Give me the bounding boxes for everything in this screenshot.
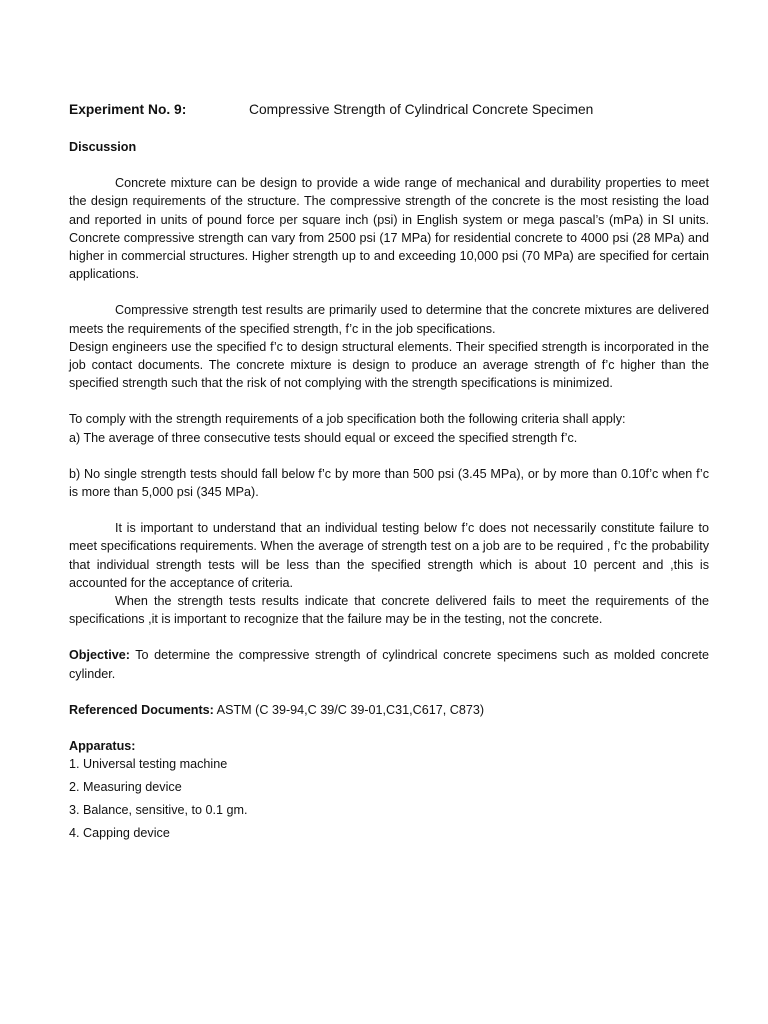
objective-paragraph xyxy=(69,646,709,682)
apparatus-item: 2. Measuring device xyxy=(69,780,182,795)
criteria-b: b) No single strength tests should fall below f’c by more than 500 psi (3.45 MPa), or by more than 0.10f’c when f’c is more than 5,000 psi (345 MPa). xyxy=(69,466,709,500)
objective-text: To determine the compressive strength of cylindrical concrete specimens such as molded concrete cylinder. xyxy=(69,648,709,681)
experiment-title: Compressive Strength of Cylindrical Concrete Specimen xyxy=(249,102,594,117)
apparatus-heading: Apparatus: xyxy=(69,739,136,754)
discussion-heading: Discussion xyxy=(69,140,137,154)
references-paragraph xyxy=(69,701,709,719)
discussion-paragraph-2: Compressive strength test results are primarily used to determine that the concrete mixtures are delivered meets the requirements of the specified strength, f’c in the job specifications. xyxy=(69,303,709,336)
document-page xyxy=(69,100,709,846)
discussion-paragraph-3: Design engineers use the specified f’c to design structural elements. Their specified strength is incorporated in the job contact documents. The concrete mixture is design to produce an average strength of f’c higher than the specified strength such that the risk of not complying with the strength specifications is minimized. xyxy=(69,339,709,391)
title-row xyxy=(69,100,709,120)
references-text: ASTM (C 39-94,C 39/C 39-01,C31,C617, C873) xyxy=(213,702,485,717)
apparatus-item: 4. Capping device xyxy=(69,825,170,840)
references-label: Referenced Documents: xyxy=(69,702,214,717)
apparatus-list xyxy=(69,755,709,842)
criteria-a: a) The average of three consecutive tests should equal or exceed the specified strength f’c. xyxy=(69,430,578,445)
experiment-label: Experiment No. 9: xyxy=(69,102,187,117)
objective-label: Objective: xyxy=(69,648,130,663)
discussion-paragraph-7: It is important to understand that an individual testing below f’c does not necessarily constitute failure to meet specifications requirements. When the average of strength test on a job are to be required , f’c the probability that individual strength tests will be less than the specified strength which is about 10 percent and ,this is accounted for the acceptance of criteria. xyxy=(69,521,709,590)
apparatus-item: 3. Balance, sensitive, to 0.1 gm. xyxy=(69,802,248,817)
criteria-intro: To comply with the strength requirements of a job specification both the following criteria shall apply: xyxy=(69,412,626,427)
discussion-paragraph-1: Concrete mixture can be design to provide a wide range of mechanical and durability properties to meet the design requirements of the structure. The compressive strength of the concrete is the most resisting the load and reported in units of pound force per square inch (psi) in English system or mega pascal’s (mPa) in SI units. Concrete compressive strength can vary from 2500 psi (17 MPa) for residential concrete to 4000 psi (28 MPa) and higher in commercial structures. Higher strength up to and exceeding 10,000 psi (70 MPa) are specified for certain applications. xyxy=(69,176,709,282)
apparatus-item: 1. Universal testing machine xyxy=(69,757,228,772)
discussion-paragraph-8: When the strength tests results indicate that concrete delivered fails to meet the requirements of the specifications ,it is important to recognize that the failure may be in the testing, not the concrete. xyxy=(69,594,709,627)
